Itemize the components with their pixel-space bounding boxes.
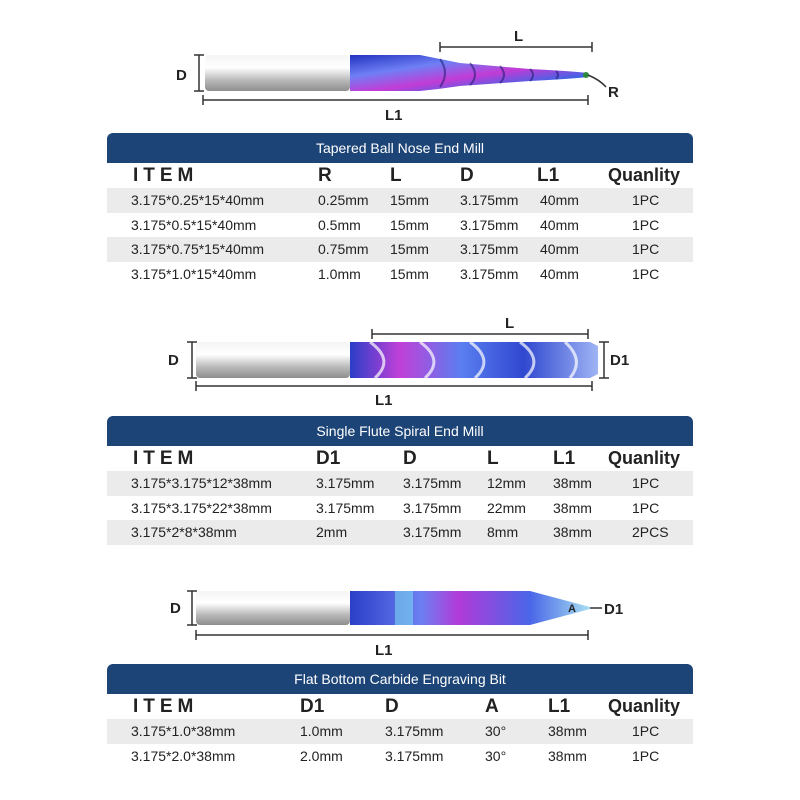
cell-quantity: 1PC [632, 192, 660, 208]
cell-l: 12mm [487, 475, 526, 491]
cell-d1: 2mm [316, 524, 348, 540]
cell-r: 0.25mm [318, 192, 369, 208]
header-quantity: Quanlity [608, 696, 681, 716]
cell-d: 3.175mm [460, 216, 519, 233]
cell-item: 3.175*1.0*15*40mm [131, 265, 257, 282]
spec-table-tapered-ball-nose [107, 133, 693, 286]
cell-l1: 40mm [540, 192, 579, 208]
cell-r: 1.0mm [318, 265, 361, 282]
cell-item: 3.175*2.0*38mm [131, 747, 236, 764]
cell-d: 3.175mm [403, 475, 462, 491]
label-d: D [170, 600, 181, 617]
table-header-row [107, 694, 693, 719]
label-l1: L1 [385, 107, 403, 124]
cell-d1: 3.175mm [316, 499, 375, 516]
coated-flute [350, 55, 588, 91]
spec-table-single-flute [107, 416, 693, 545]
table-row [107, 237, 693, 262]
cell-a: 30° [485, 747, 507, 764]
cell-quantity: 1PC [632, 475, 660, 491]
tapered-ball-nose-diagram [0, 25, 800, 125]
cell-l: 15mm [390, 241, 429, 257]
label-d: D [168, 352, 179, 369]
single-flute-spiral-diagram [0, 310, 800, 410]
header-d: D [385, 696, 399, 717]
shank [205, 55, 350, 91]
cell-a: 30° [485, 723, 507, 739]
cell-l1: 40mm [540, 241, 579, 257]
cell-r: 0.75mm [318, 241, 369, 257]
cell-l1: 38mm [553, 499, 592, 516]
table-row [107, 188, 693, 213]
table-header-row [107, 163, 693, 188]
cell-r: 0.5mm [318, 216, 361, 233]
cell-item: 3.175*0.5*15*40mm [131, 216, 257, 233]
header-l: L [390, 165, 402, 186]
cell-l: 15mm [390, 192, 429, 208]
label-l: L [505, 315, 515, 332]
label-l: L [514, 28, 524, 45]
cell-quantity: 1PC [632, 499, 660, 516]
cell-item: 3.175*1.0*38mm [131, 723, 236, 739]
coated-flute [350, 342, 598, 378]
table-row [107, 744, 693, 769]
cell-item: 3.175*2*8*38mm [131, 524, 237, 540]
header-l1: L1 [537, 165, 560, 186]
cell-quantity: 1PC [632, 723, 660, 739]
spec-table-engraving-bit [107, 664, 693, 768]
header-quantity: Quanlity [608, 448, 681, 468]
cell-l1: 40mm [540, 216, 579, 233]
cell-d: 3.175mm [403, 499, 462, 516]
label-d1: D1 [604, 601, 624, 618]
cell-l: 8mm [487, 524, 519, 540]
header-d1: D1 [300, 696, 325, 717]
cell-item: 3.175*0.75*15*40mm [131, 241, 265, 257]
cell-d: 3.175mm [385, 723, 444, 739]
cell-l1: 38mm [553, 475, 592, 491]
cell-d1: 2.0mm [300, 747, 343, 764]
header-item: ITEM [133, 448, 199, 469]
header-item: ITEM [133, 165, 199, 186]
header-l1: L1 [548, 696, 571, 717]
cell-d1: 1.0mm [300, 723, 343, 739]
label-d: D [176, 67, 187, 84]
cell-l: 22mm [487, 499, 526, 516]
header-l: L [487, 448, 499, 469]
cell-item: 3.175*3.175*22*38mm [131, 499, 272, 516]
header-d1: D1 [316, 448, 341, 469]
shank [196, 342, 350, 378]
table-row [107, 262, 693, 287]
coated-body [350, 591, 590, 625]
cell-l: 15mm [390, 216, 429, 233]
cell-d: 3.175mm [403, 524, 462, 540]
table-title: Tapered Ball Nose End Mill [107, 133, 693, 163]
header-l1: L1 [553, 448, 576, 469]
cell-l1: 38mm [553, 524, 592, 540]
header-d: D [460, 165, 474, 186]
cell-d: 3.175mm [460, 265, 519, 282]
table-header-row [107, 446, 693, 471]
cell-d: 3.175mm [385, 747, 444, 764]
label-l1: L1 [375, 642, 393, 659]
cell-l: 15mm [390, 265, 429, 282]
cell-l1: 40mm [540, 265, 579, 282]
cell-item: 3.175*3.175*12*38mm [131, 475, 272, 491]
cell-quantity: 1PC [632, 241, 660, 257]
table-row [107, 213, 693, 238]
table-row [107, 471, 693, 496]
table-row [107, 719, 693, 744]
label-r: R [608, 84, 619, 101]
table-title: Single Flute Spiral End Mill [107, 416, 693, 446]
engraving-bit-diagram [0, 575, 800, 665]
table-row [107, 520, 693, 545]
cell-l1: 38mm [548, 747, 587, 764]
cell-d: 3.175mm [460, 241, 519, 257]
cell-item: 3.175*0.25*15*40mm [131, 192, 265, 208]
table-title: Flat Bottom Carbide Engraving Bit [107, 664, 693, 694]
cell-quantity: 1PC [632, 747, 660, 764]
label-l1: L1 [375, 392, 393, 409]
header-r: R [318, 165, 332, 186]
shank [196, 591, 350, 625]
header-quantity: Quanlity [608, 165, 681, 185]
label-d1: D1 [610, 352, 630, 369]
cell-quantity: 1PC [632, 216, 660, 233]
header-item: ITEM [133, 696, 199, 717]
cell-quantity: 1PC [632, 265, 660, 282]
cell-l1: 38mm [548, 723, 587, 739]
header-d: D [403, 448, 417, 469]
cell-d1: 3.175mm [316, 475, 375, 491]
cell-quantity: 2PCS [632, 524, 669, 540]
header-a: A [485, 696, 499, 717]
label-a: A [568, 603, 576, 615]
table-row [107, 496, 693, 521]
cell-d: 3.175mm [460, 192, 519, 208]
